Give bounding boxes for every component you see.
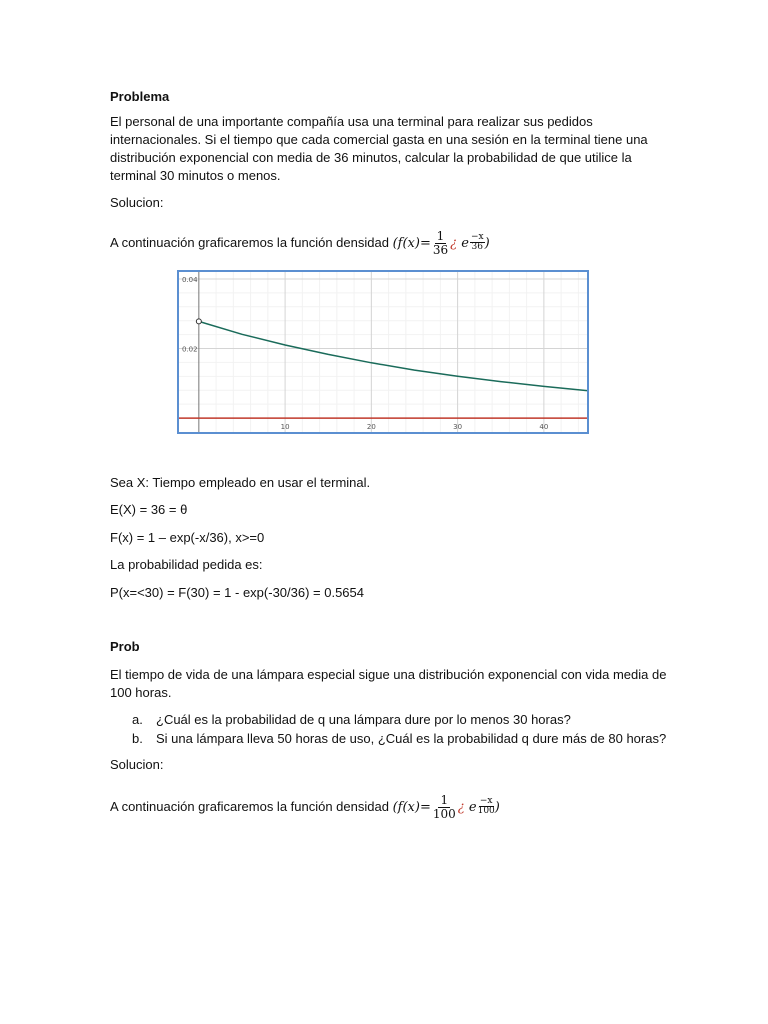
probability-label: La probabilidad pedida es: <box>110 557 263 572</box>
fraction-denominator: 100 <box>432 807 456 821</box>
density-chart-svg <box>179 272 587 432</box>
density-curve <box>199 321 587 390</box>
list-marker: b. <box>132 731 143 746</box>
formula-fraction <box>433 794 456 821</box>
formula-base: e <box>461 236 469 251</box>
variable-definition: Sea X: Tiempo empleado en usar el terminal. <box>110 475 371 490</box>
expectation-line: E(X) = 36 = θ <box>110 502 188 517</box>
cdf-line: F(x) = 1 – exp(-x/36), x>=0 <box>110 530 265 545</box>
curve-start-point <box>196 319 201 324</box>
formula-glyph: ¿ <box>450 236 458 251</box>
x-tick-label: 40 <box>539 423 549 432</box>
problem1-graph-intro <box>110 230 710 257</box>
fraction-numerator: 1 <box>440 793 449 807</box>
fraction-denominator: 36 <box>432 243 449 257</box>
list-item-text: Si una lámpara lleva 50 horas de uso, ¿Cuál es la probabilidad q dure más de 80 horas? <box>156 731 667 746</box>
probability-result: P(x=<30) = F(30) = 1 - exp(-30/36) = 0.5654 <box>110 585 365 600</box>
formula-exponent <box>478 797 495 816</box>
density-formula <box>392 229 490 257</box>
fraction-numerator: 1 <box>436 229 445 243</box>
formula-fraction <box>433 230 448 257</box>
graph-intro-text: A continuación graficaremos la función densidad <box>110 235 389 250</box>
exponent-numerator: −x <box>479 796 493 806</box>
list-marker: a. <box>132 712 143 727</box>
problem2-statement: El tiempo de vida de una lámpara especial sigue una distribución exponencial con vida media de 100 horas. <box>110 667 667 700</box>
problem2-graph-intro <box>110 794 710 821</box>
y-tick-label: 0.02 <box>182 345 198 354</box>
exponent-denominator: 100 <box>477 806 495 816</box>
formula-lhs: (f(x)= <box>392 236 431 251</box>
list-item-text: ¿Cuál es la probabilidad de q una lámpara dure por lo menos 30 horas? <box>156 712 571 727</box>
graph-intro-text: A continuación graficaremos la función densidad <box>110 799 389 814</box>
formula-base: e <box>468 800 477 815</box>
density-formula <box>392 793 500 821</box>
list-item <box>110 729 690 748</box>
formula-close: ) <box>484 236 490 251</box>
problem1-statement: El personal de una importante compañía usa una terminal para realizar sus pedidos internacionales. Si el tiempo que cada comercial gasta en una sesión en la terminal tiene una distribución exponencial con media de 36 minutos, calcular la probabilidad de que utilice la terminal 30 minutos o menos. <box>110 114 648 183</box>
problem2-heading: Prob <box>110 639 140 654</box>
problem1-solution-label: Solucion: <box>110 195 164 210</box>
exponent-numerator: −x <box>470 232 484 242</box>
x-tick-label: 30 <box>453 423 463 432</box>
formula-close: ) <box>494 800 500 815</box>
question-list <box>110 710 690 748</box>
exponent-denominator: 36 <box>471 242 483 252</box>
formula-glyph: ¿ <box>457 800 465 815</box>
y-tick-label: 0.04 <box>182 275 198 284</box>
problem1-heading: Problema <box>110 89 170 104</box>
x-tick-label: 10 <box>280 423 290 432</box>
x-tick-label: 20 <box>366 423 376 432</box>
density-chart <box>177 270 589 434</box>
problem2-solution-label: Solucion: <box>110 757 164 772</box>
formula-exponent <box>470 233 485 252</box>
list-item <box>110 710 690 729</box>
formula-lhs: (f(x)= <box>392 800 431 815</box>
